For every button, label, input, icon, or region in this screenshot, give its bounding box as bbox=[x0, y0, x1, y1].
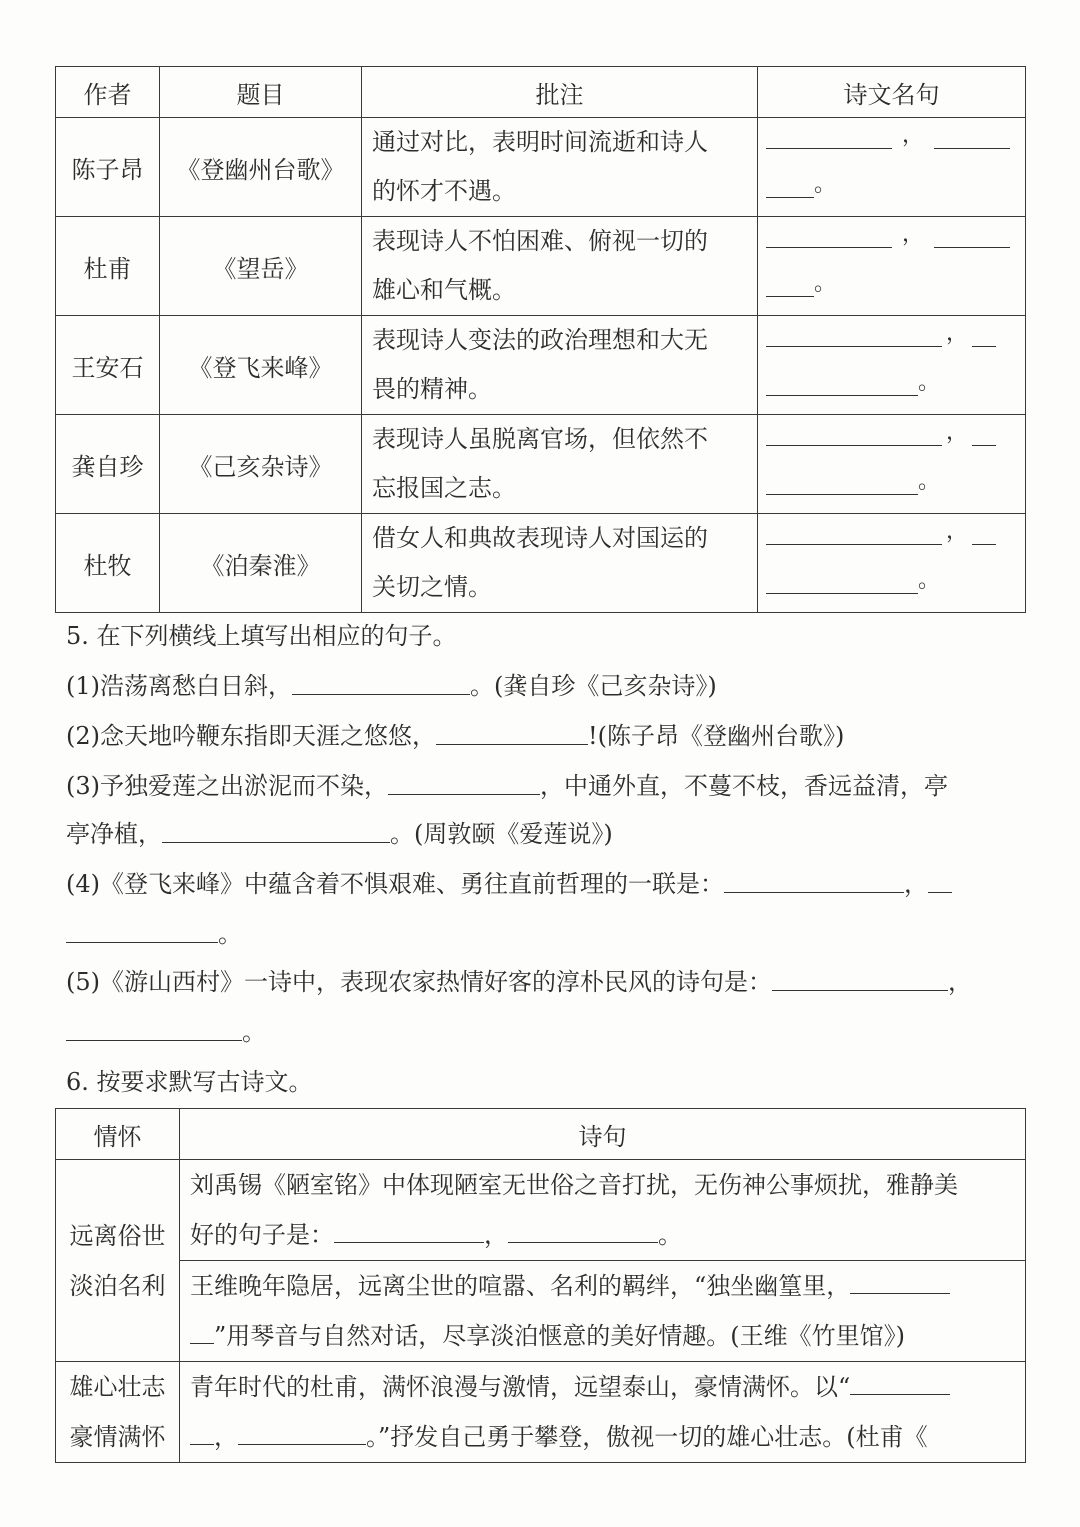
author-cell: 杜牧 bbox=[56, 514, 160, 613]
annotation-line: 表现诗人虽脱离官场，但依然不 bbox=[372, 425, 708, 453]
answer-cell bbox=[758, 514, 1026, 613]
answer-blank[interactable] bbox=[238, 1416, 366, 1445]
answer-cell bbox=[758, 316, 1026, 415]
question-5-item-5-cont: 。 bbox=[66, 1012, 266, 1047]
answer-blank[interactable] bbox=[724, 864, 904, 893]
verse-cell: 刘禹锡《陋室铭》中体现陋室无世俗之音打扰，无伤神公事烦扰，雅静美 好的句子是： ， 。 bbox=[180, 1160, 1026, 1261]
table-row bbox=[56, 217, 1026, 316]
annotation-cell bbox=[362, 217, 758, 316]
question-5-item-1: (1)浩荡离愁白日斜， 。(龚自珍《己亥杂诗》) bbox=[66, 666, 717, 701]
recitation-table bbox=[55, 1108, 1026, 1463]
answer-blank[interactable] bbox=[934, 217, 1010, 248]
verse-cell: 青年时代的杜甫，满怀浪漫与激情，远望泰山，豪情满怀。以“ ， 。”抒发自己勇于攀登，傲视一切的雄心壮志。(杜甫《 bbox=[180, 1362, 1026, 1463]
answer-blank[interactable] bbox=[934, 118, 1010, 149]
table-row bbox=[56, 415, 1026, 514]
question-5-item-5: (5)《游山西村》一诗中，表现农家热情好客的淳朴民风的诗句是： ， bbox=[66, 962, 972, 997]
question-5-heading: 5. 在下列横线上填写出相应的句子。 bbox=[66, 622, 457, 650]
sentiment-cell: 远离俗世 淡泊名利 bbox=[56, 1160, 180, 1362]
annotation-line: 的怀才不遇。 bbox=[372, 177, 516, 205]
header-author: 作者 bbox=[56, 67, 160, 118]
annotation-cell bbox=[362, 514, 758, 613]
author-cell: 龚自珍 bbox=[56, 415, 160, 514]
annotation-line: 雄心和气概。 bbox=[372, 276, 516, 304]
answer-blank[interactable] bbox=[772, 962, 948, 991]
answer-blank[interactable] bbox=[508, 1214, 658, 1243]
answer-blank[interactable] bbox=[850, 1366, 950, 1395]
answer-blank[interactable] bbox=[436, 716, 588, 745]
period: 。 bbox=[918, 370, 941, 395]
comma: ， bbox=[946, 420, 969, 445]
annotation-line: 表现诗人不怕困难、俯视一切的 bbox=[372, 227, 708, 255]
answer-blank[interactable] bbox=[334, 1214, 484, 1243]
author-cell: 王安石 bbox=[56, 316, 160, 415]
answer-blank[interactable] bbox=[972, 514, 996, 545]
table-row bbox=[56, 1362, 1026, 1463]
question-5-item-3-cont: 亭净植， 。(周敦颐《爱莲说》) bbox=[66, 814, 613, 849]
answer-blank[interactable] bbox=[766, 118, 892, 149]
period: 。 bbox=[814, 271, 837, 296]
table-header-row bbox=[56, 1109, 1026, 1160]
author-cell: 陈子昂 bbox=[56, 118, 160, 217]
annotation-cell bbox=[362, 415, 758, 514]
header-famous-lines: 诗文名句 bbox=[758, 67, 1026, 118]
annotation-line: 通过对比，表明时间流逝和诗人 bbox=[372, 128, 708, 156]
poem-annotation-table bbox=[55, 66, 1026, 613]
answer-blank[interactable] bbox=[766, 365, 918, 396]
answer-blank[interactable] bbox=[766, 266, 814, 297]
answer-blank[interactable] bbox=[388, 766, 540, 795]
question-6-heading: 6. 按要求默写古诗文。 bbox=[66, 1068, 313, 1096]
annotation-line: 表现诗人变法的政治理想和大无 bbox=[372, 326, 708, 354]
table-row bbox=[56, 1261, 1026, 1362]
answer-blank[interactable] bbox=[162, 814, 390, 843]
header-title: 题目 bbox=[160, 67, 362, 118]
comma: ， bbox=[902, 123, 925, 148]
annotation-line: 畏的精神。 bbox=[372, 375, 492, 403]
header-verses: 诗句 bbox=[180, 1109, 1026, 1160]
annotation-cell bbox=[362, 316, 758, 415]
period: 。 bbox=[918, 568, 941, 593]
comma: ， bbox=[902, 222, 925, 247]
answer-blank[interactable] bbox=[766, 316, 942, 347]
title-cell: 《己亥杂诗》 bbox=[160, 415, 362, 514]
table-header-row bbox=[56, 67, 1026, 118]
table-row bbox=[56, 1160, 1026, 1261]
question-5-item-4: (4)《登飞来峰》中蕴含着不惧艰难、勇往直前哲理的一联是： ， bbox=[66, 864, 952, 899]
author-cell: 杜甫 bbox=[56, 217, 160, 316]
answer-cell bbox=[758, 415, 1026, 514]
annotation-cell bbox=[362, 118, 758, 217]
answer-blank[interactable] bbox=[66, 914, 218, 943]
annotation-line: 借女人和典故表现诗人对国运的 bbox=[372, 524, 708, 552]
question-5-item-2: (2)念天地吟鞭东指即天涯之悠悠， !(陈子昂《登幽州台歌》) bbox=[66, 716, 844, 751]
table-row bbox=[56, 514, 1026, 613]
answer-blank[interactable] bbox=[972, 316, 996, 347]
answer-blank[interactable] bbox=[766, 563, 918, 594]
title-cell: 《泊秦淮》 bbox=[160, 514, 362, 613]
answer-blank[interactable] bbox=[766, 464, 918, 495]
title-cell: 《望岳》 bbox=[160, 217, 362, 316]
verse-cell: 王维晚年隐居，远离尘世的喧嚣、名利的羁绊，“独坐幽篁里， ”用琴音与自然对话，尽享淡泊惬意的美好情趣。(王维《竹里馆》) bbox=[180, 1261, 1026, 1362]
answer-blank[interactable] bbox=[190, 1416, 214, 1445]
period: 。 bbox=[918, 469, 941, 494]
table-row bbox=[56, 118, 1026, 217]
answer-blank[interactable] bbox=[766, 217, 892, 248]
question-5-item-4-cont: 。 bbox=[66, 914, 242, 949]
header-sentiment: 情怀 bbox=[56, 1109, 180, 1160]
table-row bbox=[56, 316, 1026, 415]
comma: ， bbox=[946, 519, 969, 544]
answer-blank[interactable] bbox=[766, 167, 814, 198]
annotation-line: 忘报国之志。 bbox=[372, 474, 516, 502]
answer-blank[interactable] bbox=[292, 666, 470, 695]
question-5-item-3: (3)予独爱莲之出淤泥而不染， ，中通外直，不蔓不枝，香远益清，亭 bbox=[66, 766, 948, 801]
answer-blank[interactable] bbox=[766, 514, 942, 545]
answer-blank[interactable] bbox=[972, 415, 996, 446]
answer-blank[interactable] bbox=[928, 864, 952, 893]
answer-blank[interactable] bbox=[66, 1012, 242, 1041]
annotation-line: 关切之情。 bbox=[372, 573, 492, 601]
answer-cell bbox=[758, 118, 1026, 217]
answer-blank[interactable] bbox=[850, 1265, 950, 1294]
period: 。 bbox=[814, 172, 837, 197]
title-cell: 《登幽州台歌》 bbox=[160, 118, 362, 217]
answer-blank[interactable] bbox=[190, 1315, 214, 1344]
header-annotation: 批注 bbox=[362, 67, 758, 118]
answer-blank[interactable] bbox=[766, 415, 942, 446]
sentiment-cell: 雄心壮志 豪情满怀 bbox=[56, 1362, 180, 1463]
answer-cell bbox=[758, 217, 1026, 316]
comma: ， bbox=[946, 321, 969, 346]
title-cell: 《登飞来峰》 bbox=[160, 316, 362, 415]
